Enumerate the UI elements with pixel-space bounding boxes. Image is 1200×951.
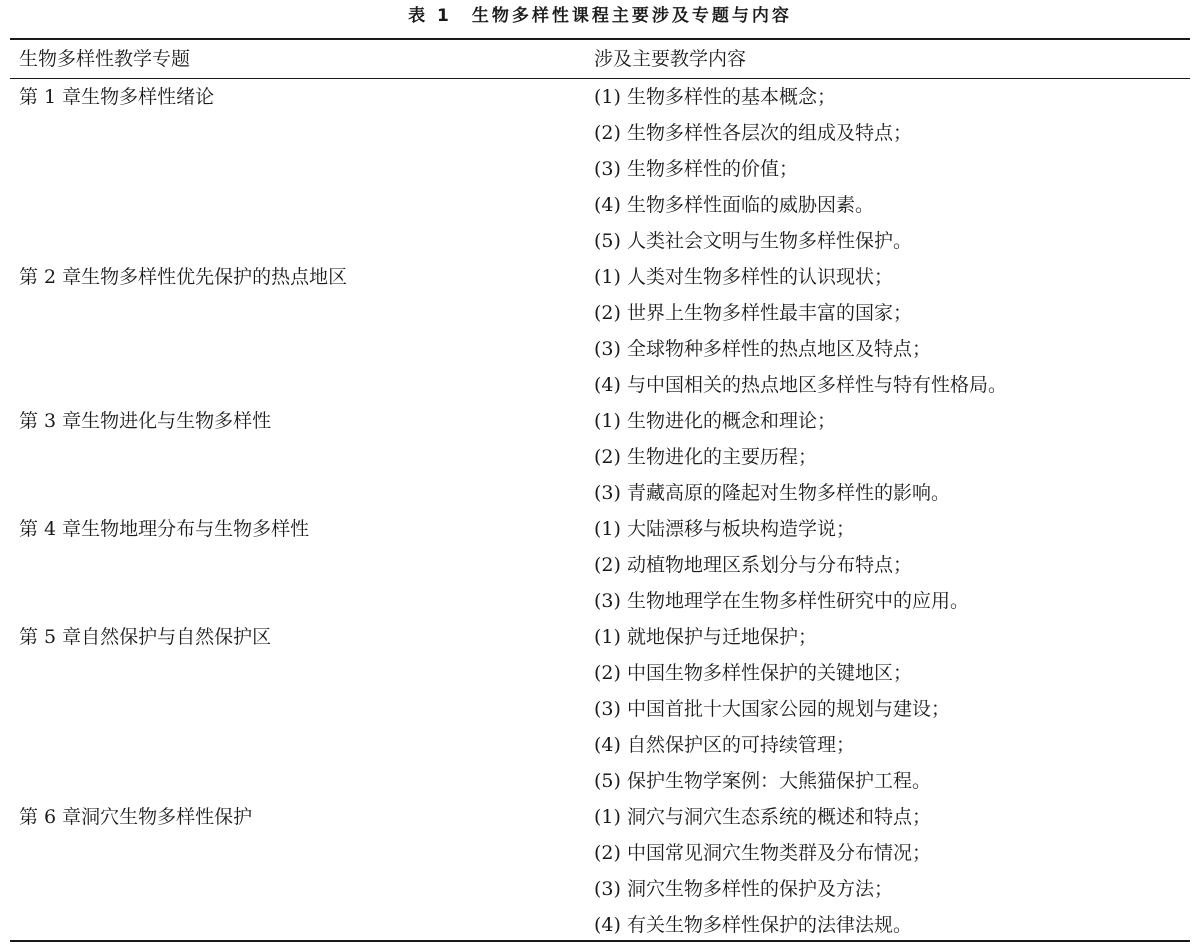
table-row — [0, 619, 1200, 799]
content-item: (3) 中国首批十大国家公园的规划与建设； — [594, 698, 950, 720]
content-item: (4) 与中国相关的热点地区多样性与特有性格局。 — [594, 374, 1007, 396]
table-caption-label: 表 1 — [408, 6, 452, 26]
table-top-rule — [10, 38, 1190, 40]
content-item: (1) 洞穴与洞穴生态系统的概述和特点； — [594, 806, 931, 828]
table-row — [0, 259, 1200, 403]
table-caption-title: 生物多样性课程主要涉及专题与内容 — [471, 6, 792, 26]
content-item: (1) 生物进化的概念和理论； — [594, 410, 836, 432]
content-item: (4) 自然保护区的可持续管理； — [594, 734, 855, 756]
content-item: (1) 人类对生物多样性的认识现状； — [594, 266, 893, 288]
topic-cell: 第 1 章生物多样性绪论 — [19, 86, 215, 108]
content-item: (3) 青藏高原的隆起对生物多样性的影响。 — [594, 482, 950, 504]
content-item: (3) 全球物种多样性的热点地区及特点； — [594, 338, 931, 360]
content-item: (2) 中国生物多样性保护的关键地区； — [594, 662, 912, 684]
header-topic: 生物多样性教学专题 — [19, 48, 191, 70]
table-body — [0, 79, 1200, 943]
content-item: (2) 生物进化的主要历程； — [594, 446, 817, 468]
content-item: (3) 生物地理学在生物多样性研究中的应用。 — [594, 590, 969, 612]
table-row — [0, 799, 1200, 943]
content-item: (2) 世界上生物多样性最丰富的国家； — [594, 302, 912, 324]
content-item: (1) 生物多样性的基本概念； — [594, 86, 836, 108]
topic-cell: 第 3 章生物进化与生物多样性 — [19, 410, 272, 432]
content-item: (3) 生物多样性的价值； — [594, 158, 798, 180]
topic-cell: 第 2 章生物多样性优先保护的热点地区 — [19, 266, 348, 288]
content-item: (4) 生物多样性面临的威胁因素。 — [594, 194, 874, 216]
table-bottom-rule — [10, 940, 1190, 942]
content-item: (5) 保护生物学案例：大熊猫保护工程。 — [594, 770, 931, 792]
content-item: (1) 就地保护与迁地保护； — [594, 626, 817, 648]
content-item: (2) 中国常见洞穴生物类群及分布情况； — [594, 842, 931, 864]
table-row — [0, 403, 1200, 511]
content-item: (4) 有关生物多样性保护的法律法规。 — [594, 914, 912, 936]
content-item: (1) 大陆漂移与板块构造学说； — [594, 518, 855, 540]
topic-cell: 第 6 章洞穴生物多样性保护 — [19, 806, 253, 828]
table-caption — [0, 4, 1200, 28]
content-item: (5) 人类社会文明与生物多样性保护。 — [594, 230, 912, 252]
topic-cell: 第 5 章自然保护与自然保护区 — [19, 626, 272, 648]
table-row — [0, 79, 1200, 259]
table-header-row — [0, 41, 1200, 77]
content-item: (3) 洞穴生物多样性的保护及方法； — [594, 878, 893, 900]
header-content: 涉及主要教学内容 — [594, 48, 747, 70]
content-item: (2) 动植物地理区系划分与分布特点； — [594, 554, 912, 576]
topic-cell: 第 4 章生物地理分布与生物多样性 — [19, 518, 310, 540]
table-row — [0, 511, 1200, 619]
content-item: (2) 生物多样性各层次的组成及特点； — [594, 122, 912, 144]
